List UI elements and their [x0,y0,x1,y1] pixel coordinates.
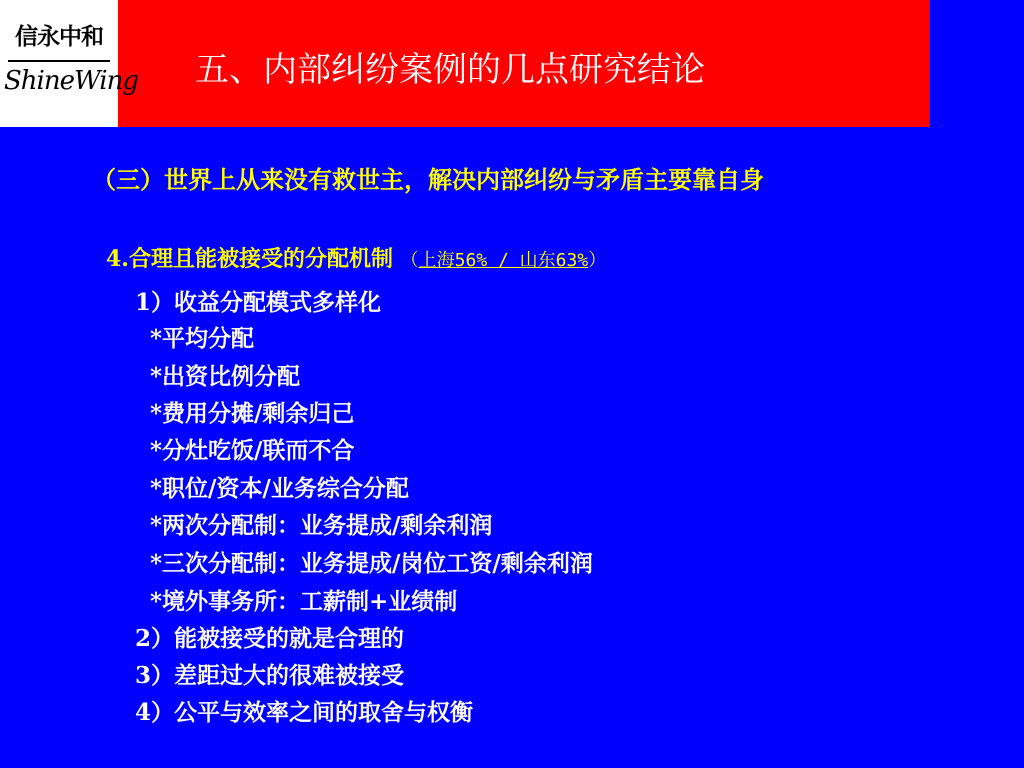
list-item: *职位/资本/业务综合分配 [150,475,409,502]
list-item: *三次分配制：业务提成/岗位工资/剩余利润 [150,550,593,577]
list-item: *费用分摊/剩余归己 [150,400,355,427]
subheading-label: 4.合理且能被接受的分配机制 [106,246,393,272]
logo-english-text: ShineWing [4,66,138,96]
list-item: 4）公平与效率之间的取舍与权衡 [135,699,474,726]
list-item: 1）收益分配模式多样化 [135,289,382,316]
list-item: *平均分配 [150,325,255,352]
section-heading: （三）世界上从来没有救世主，解决内部纠纷与矛盾主要靠自身 [92,165,764,194]
note-text: 上海56% / 山东63% [418,250,589,271]
note-open: （ [400,250,419,271]
list-item: *两次分配制：业务提成/剩余利润 [150,512,493,539]
note-close: ） [588,250,607,271]
list-item: 2）能被接受的就是合理的 [135,625,405,652]
list-item: *境外事务所：工薪制+业绩制 [150,588,458,615]
list-item: *出资比例分配 [150,363,301,390]
list-item: *分灶吃饭/联而不合 [150,437,355,464]
logo-chinese-text: 信永中和 [15,23,103,50]
list-item: 3）差距过大的很难被接受 [135,662,405,689]
slide-title: 五、内部纠纷案例的几点研究结论 [195,50,705,90]
